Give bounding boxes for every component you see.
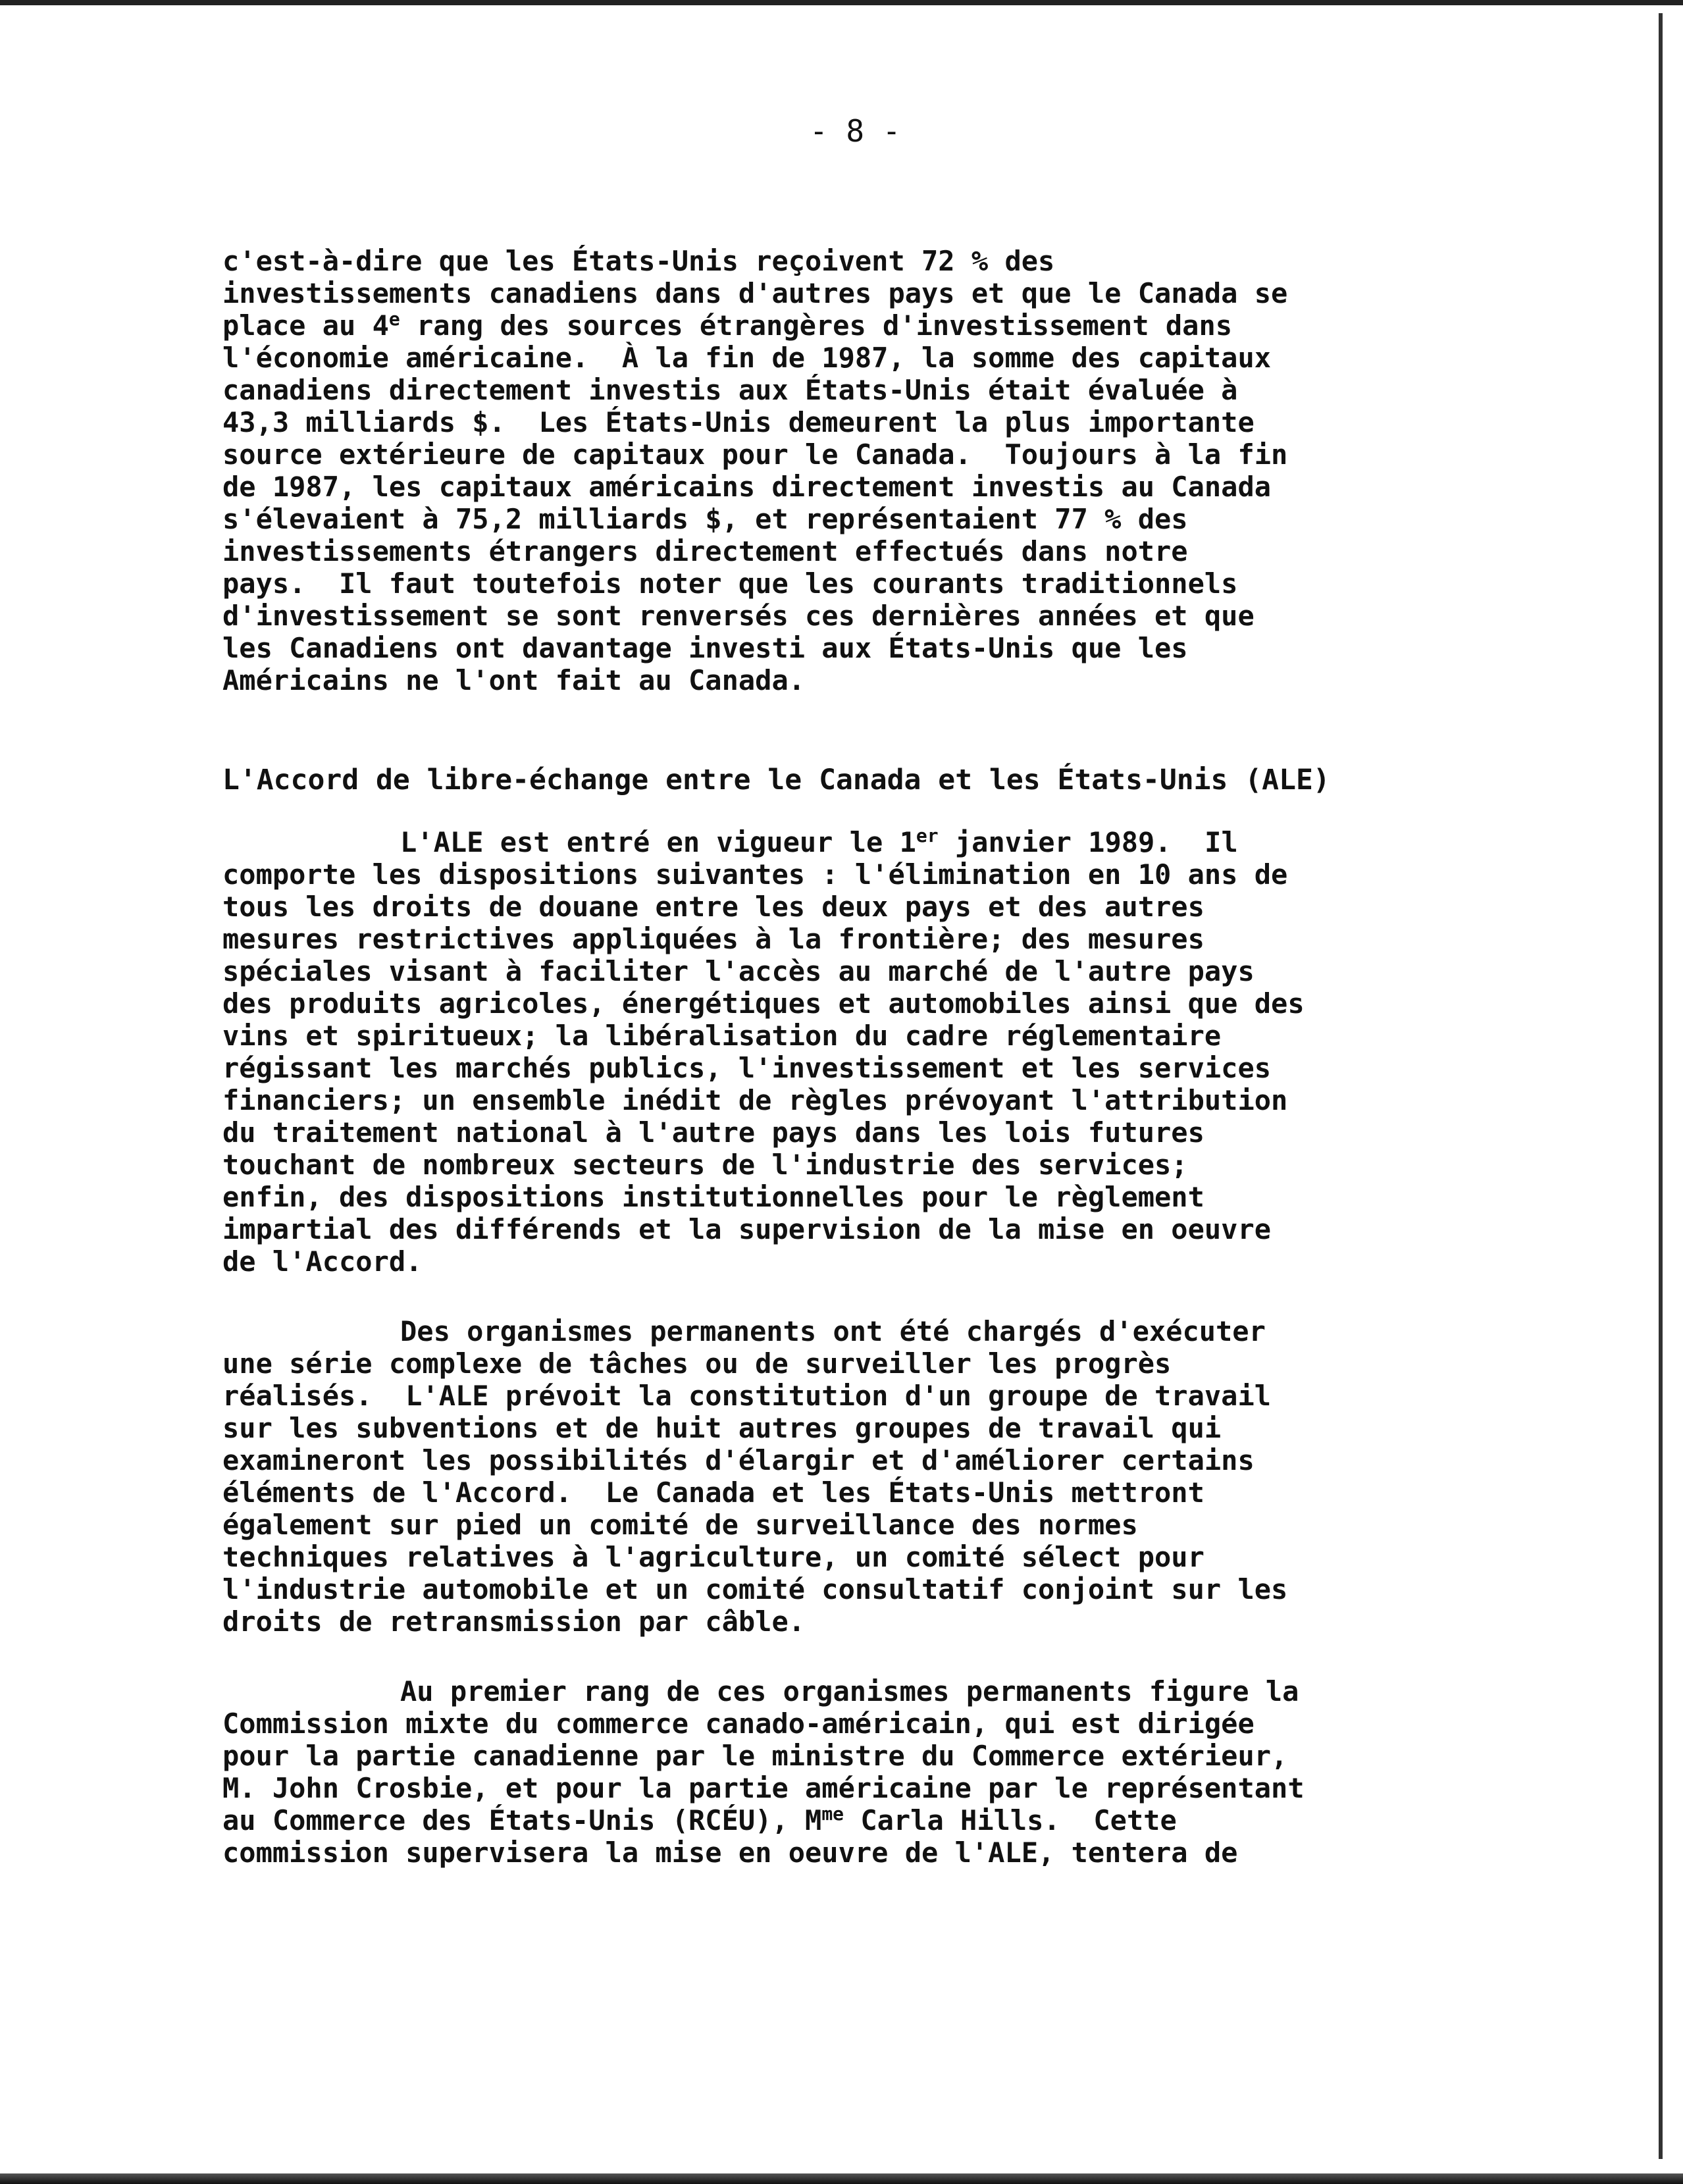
- text-line: droits de retransmission par câble.: [222, 1605, 806, 1638]
- text-line: impartial des différends et la supervision de la mise en oeuvre: [222, 1213, 1272, 1245]
- text-line: c'est-à-dire que les États-Unis reçoivent 72 % des: [222, 245, 1055, 277]
- text-line: de 1987, les capitaux américains directement investis au Canada: [222, 471, 1272, 503]
- text-line: sur les subventions et de huit autres groupes de travail qui: [222, 1412, 1222, 1444]
- text-line: L'ALE est entré en vigueur le 1er janvier 1989. Il: [400, 825, 1238, 858]
- text-line: régissant les marchés publics, l'investissement et les services: [222, 1052, 1272, 1084]
- text-line: 43,3 milliards $. Les États-Unis demeurent la plus importante: [222, 406, 1255, 438]
- text-line: comporte les dispositions suivantes : l'élimination en 10 ans de: [222, 858, 1288, 891]
- scan-edge-right: [1659, 13, 1663, 2159]
- text-line: enfin, des dispositions institutionnelles pour le règlement: [222, 1181, 1204, 1213]
- text-line: commission supervisera la mise en oeuvre de l'ALE, tentera de: [222, 1836, 1238, 1869]
- text-line: au Commerce des États-Unis (RCÉU), $M^{me}$ Carla Hills. Cette: [222, 1803, 1177, 1836]
- text-line: Au premier rang de ces organismes permanents figure la: [400, 1675, 1299, 1707]
- scan-edge-bottom: [0, 2173, 1683, 2184]
- text-line: une série complexe de tâches ou de surveiller les progrès: [222, 1347, 1172, 1380]
- page-number: - 8 -: [810, 113, 901, 149]
- text-line: les Canadiens ont davantage investi aux États-Unis que les: [222, 632, 1188, 664]
- text-line: source extérieure de capitaux pour le Canada. Toujours à la fin: [222, 438, 1288, 471]
- text-line: tous les droits de douane entre les deux pays et des autres: [222, 891, 1204, 923]
- text-line: spéciales visant à faciliter l'accès au marché de l'autre pays: [222, 955, 1255, 987]
- text-line: l'industrie automobile et un comité consultatif conjoint sur les: [222, 1573, 1288, 1605]
- text-line: des produits agricoles, énergétiques et automobiles ainsi que des: [222, 987, 1305, 1020]
- paragraph-ale-provisions: [222, 826, 1513, 1278]
- text-line: vins et spiritueux; la libéralisation du cadre réglementaire: [222, 1020, 1222, 1052]
- text-line: éléments de l'Accord. Le Canada et les États-Unis mettront: [222, 1476, 1204, 1509]
- text-line: pour la partie canadienne par le ministre du Commerce extérieur,: [222, 1740, 1288, 1772]
- text-line: du traitement national à l'autre pays dans les lois futures: [222, 1116, 1204, 1149]
- text-line: techniques relatives à l'agriculture, un comité sélect pour: [222, 1541, 1204, 1573]
- text-line: l'économie américaine. À la fin de 1987, la somme des capitaux: [222, 342, 1272, 374]
- text-line: investissements canadiens dans d'autres pays et que le Canada se: [222, 277, 1288, 309]
- text-line: place au 4e rang des sources étrangères d'investissement dans: [222, 308, 1233, 342]
- paragraph-permanent-bodies: [222, 1315, 1513, 1638]
- text-line: Américains ne l'ont fait au Canada.: [222, 664, 806, 696]
- text-line: examineront les possibilités d'élargir et d'améliorer certains: [222, 1444, 1255, 1476]
- section-heading: L'Accord de libre-échange entre le Canada et les États-Unis (ALE): [222, 764, 1330, 796]
- scan-edge-top: [0, 0, 1683, 5]
- text-line: financiers; un ensemble inédit de règles prévoyant l'attribution: [222, 1084, 1288, 1116]
- text-line: pays. Il faut toutefois noter que les courants traditionnels: [222, 567, 1238, 600]
- text-line: également sur pied un comité de surveillance des normes: [222, 1509, 1138, 1541]
- text-line: mesures restrictives appliquées à la frontière; des mesures: [222, 923, 1204, 955]
- text-line: Commission mixte du commerce canado-américain, qui est dirigée: [222, 1707, 1255, 1740]
- paragraph-joint-commission: [222, 1675, 1513, 1869]
- text-line: touchant de nombreux secteurs de l'industrie des services;: [222, 1149, 1188, 1181]
- text-line: investissements étrangers directement effectués dans notre: [222, 535, 1188, 567]
- text-line: canadiens directement investis aux États-Unis était évaluée à: [222, 374, 1238, 406]
- text-line: M. John Crosbie, et pour la partie américaine par le représentant: [222, 1772, 1305, 1804]
- paragraph-investment: [222, 245, 1513, 696]
- text-line: Des organismes permanents ont été chargés d'exécuter: [400, 1315, 1266, 1347]
- text-line: réalisés. L'ALE prévoit la constitution d'un groupe de travail: [222, 1380, 1272, 1412]
- text-line: s'élevaient à 75,2 milliards $, et représentaient 77 % des: [222, 503, 1188, 535]
- text-line: de l'Accord.: [222, 1245, 423, 1278]
- text-line: d'investissement se sont renversés ces dernières années et que: [222, 600, 1255, 632]
